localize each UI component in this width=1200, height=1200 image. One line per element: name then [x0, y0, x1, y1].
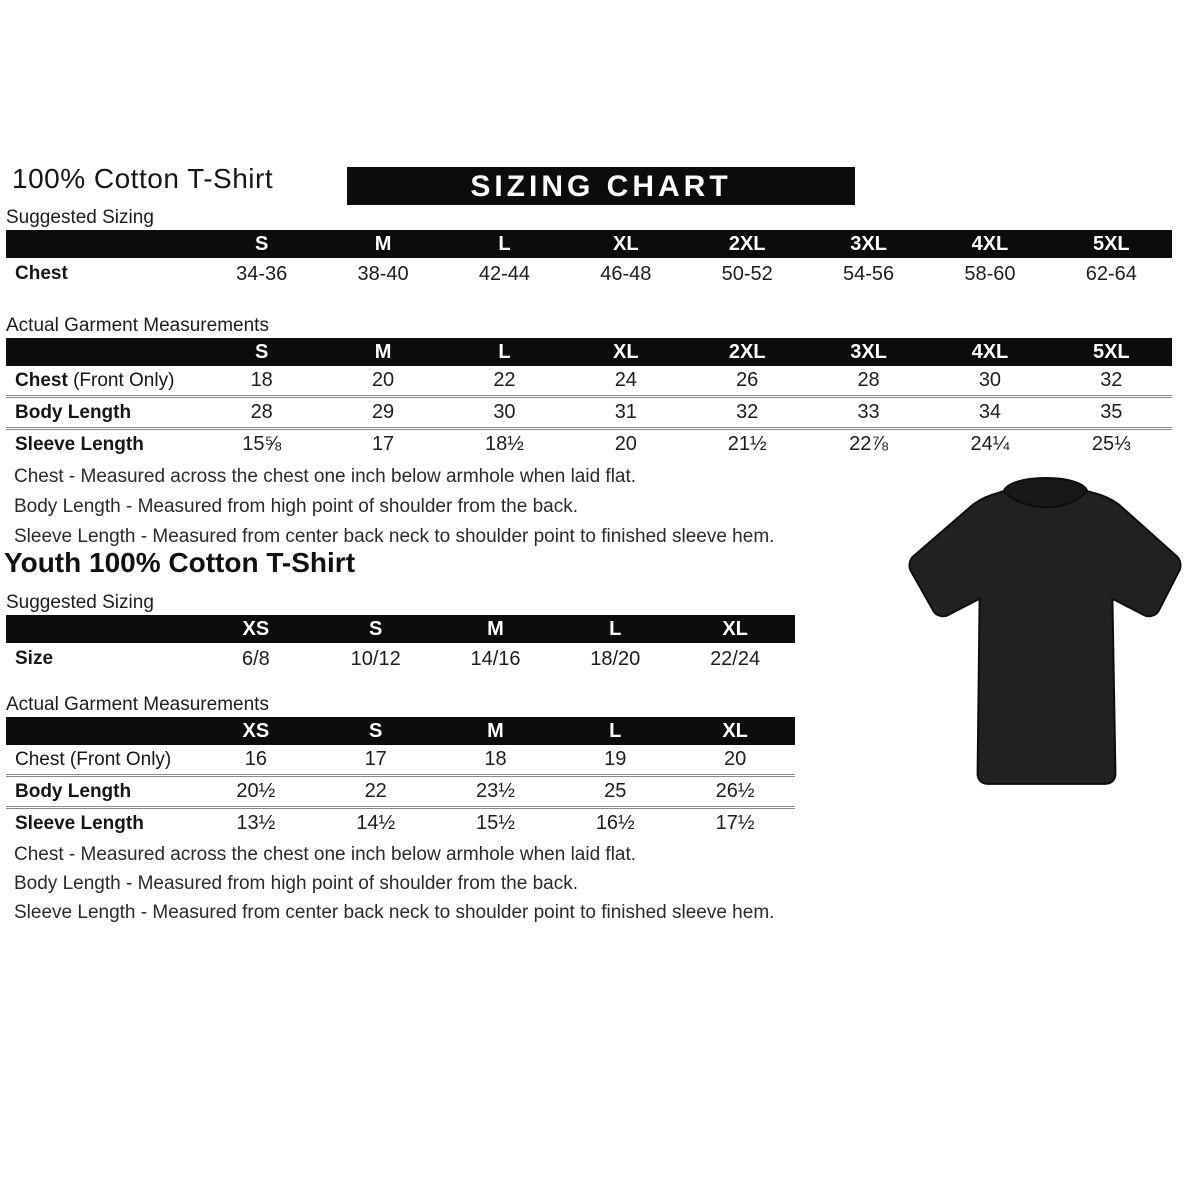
measurement-cell: 28 [201, 397, 322, 429]
size-header-cell: 4XL [929, 338, 1050, 366]
size-header-cell: L [555, 615, 675, 643]
size-header-cell: 3XL [808, 230, 929, 258]
measurement-cell: 17 [364, 748, 387, 770]
row-label: Chest (Front Only) [15, 369, 175, 391]
size-header-cell: XL [565, 230, 686, 258]
row-label: Body Length [6, 397, 201, 429]
measurement-cell: 35 [1051, 397, 1172, 429]
size-header-cell: L [555, 717, 675, 745]
row-label: Chest (Front Only) [15, 748, 172, 770]
size-header-cell: XL [675, 615, 795, 643]
sizing-chart-banner: SIZING CHART [347, 167, 855, 205]
measurement-cell: 19 [604, 748, 627, 770]
note-chest: Chest - Measured across the chest one inch below armhole when laid flat. [14, 466, 637, 487]
adult-suggested-table [6, 230, 1172, 290]
size-header-cell: M [436, 717, 556, 745]
youth-suggested-sizing-label: Suggested Sizing [6, 592, 154, 613]
adult-actual-measurements-label: Actual Garment Measurements [6, 315, 269, 336]
chest-row [6, 745, 795, 776]
measurement-cell: 10/12 [350, 647, 401, 670]
measurement-cell: 28 [857, 369, 880, 391]
adult-measurement-notes [14, 462, 774, 552]
table-header-row [6, 338, 1172, 366]
sleeve-length-row [6, 808, 795, 839]
measurement-cell: 20½ [196, 776, 316, 808]
row-label: Sleeve Length [6, 808, 196, 839]
size-row [6, 643, 795, 675]
measurement-cell: 16½ [555, 808, 675, 839]
size-header-cell: XS [196, 615, 316, 643]
size-header-cell: 2XL [687, 338, 808, 366]
adult-actual-table [6, 338, 1172, 459]
size-header-cell: 5XL [1051, 338, 1172, 366]
table-header-row [6, 717, 795, 745]
measurement-cell: 30 [978, 369, 1002, 391]
measurement-cell: 14½ [316, 808, 436, 839]
measurement-cell: 31 [565, 397, 686, 429]
measurement-cell: 18½ [444, 429, 565, 460]
measurement-cell: 22 [316, 776, 436, 808]
measurement-cell: 20 [723, 748, 747, 770]
measurement-cell: 34-36 [236, 262, 288, 285]
note-body-length: Body Length - Measured from high point of shoulder from the back. [14, 873, 578, 894]
note-body-length: Body Length - Measured from high point of shoulder from the back. [14, 496, 578, 517]
measurement-cell: 16 [244, 748, 268, 770]
size-header-cell: L [444, 230, 565, 258]
youth-actual-table [6, 717, 795, 838]
row-label: Size [15, 648, 54, 669]
header-spacer-cell [6, 615, 196, 643]
size-header-cell: S [201, 338, 322, 366]
measurement-cell: 14/16 [470, 647, 521, 670]
row-label: Sleeve Length [6, 429, 201, 460]
measurement-cell: 50-52 [721, 262, 773, 285]
measurement-cell: 29 [322, 397, 443, 429]
chest-suggested-row [6, 258, 1172, 290]
measurement-cell: 20 [371, 369, 395, 391]
size-header-cell: 2XL [687, 230, 808, 258]
measurement-cell: 46-48 [600, 262, 652, 285]
size-header-cell: XL [675, 717, 795, 745]
adult-suggested-sizing-label: Suggested Sizing [6, 207, 154, 228]
measurement-cell: 15⅝ [201, 429, 322, 460]
note-chest: Chest - Measured across the chest one inch below armhole when laid flat. [14, 844, 637, 865]
size-header-cell: XS [196, 717, 316, 745]
note-sleeve-length: Sleeve Length - Measured from center back neck to shoulder point to finished sleeve hem. [14, 526, 775, 547]
measurement-cell: 32 [1100, 369, 1123, 391]
row-label: Chest [15, 263, 68, 284]
header-spacer-cell [6, 338, 201, 366]
measurement-cell: 17 [322, 429, 443, 460]
measurement-cell: 26½ [675, 776, 795, 808]
measurement-cell: 24¼ [929, 429, 1050, 460]
measurement-cell: 33 [808, 397, 929, 429]
measurement-cell: 54-56 [842, 262, 895, 285]
measurement-cell: 18/20 [590, 647, 641, 670]
adult-product-title: 100% Cotton T-Shirt [12, 163, 274, 194]
measurement-cell: 6/8 [241, 647, 270, 670]
measurement-cell: 15½ [436, 808, 556, 839]
measurement-cell: 26 [736, 369, 759, 391]
youth-suggested-table [6, 615, 795, 675]
measurement-cell: 25 [555, 776, 675, 808]
size-header-cell: S [316, 717, 436, 745]
youth-measurement-notes [14, 840, 774, 927]
measurement-cell: 62-64 [1085, 262, 1137, 285]
measurement-cell: 42-44 [478, 262, 531, 285]
size-header-cell: 4XL [929, 230, 1050, 258]
chest-row [6, 366, 1172, 397]
youth-product-title: Youth 100% Cotton T-Shirt [4, 547, 356, 578]
header-spacer-cell [6, 717, 196, 745]
measurement-cell: 25⅓ [1051, 429, 1172, 460]
size-header-cell: M [322, 230, 443, 258]
size-header-cell: L [444, 338, 565, 366]
measurement-cell: 23½ [436, 776, 556, 808]
header-spacer-cell [6, 230, 201, 258]
measurement-cell: 20 [565, 429, 686, 460]
measurement-cell: 58-60 [964, 262, 1016, 285]
tshirt-body [910, 491, 1181, 784]
table-header-row [6, 230, 1172, 258]
measurement-cell: 22 [493, 369, 516, 391]
measurement-cell: 22⅞ [808, 429, 929, 460]
measurement-cell: 24 [614, 369, 637, 391]
black-tshirt-image [893, 477, 1195, 809]
measurement-cell: 18 [484, 748, 507, 770]
measurement-cell: 30 [444, 397, 565, 429]
measurement-cell: 21½ [687, 429, 808, 460]
measurement-cell: 22/24 [710, 647, 761, 670]
size-header-cell: M [436, 615, 556, 643]
size-header-cell: M [322, 338, 443, 366]
sleeve-length-row [6, 429, 1172, 460]
black-tshirt-image [893, 477, 1195, 809]
row-label: Body Length [6, 776, 196, 808]
body-length-row [6, 776, 795, 808]
youth-actual-measurements-label: Actual Garment Measurements [6, 694, 269, 715]
measurement-cell: 38-40 [357, 262, 409, 285]
measurement-cell: 18 [250, 369, 273, 391]
size-header-cell: XL [565, 338, 686, 366]
measurement-cell: 34 [929, 397, 1050, 429]
size-header-cell: S [316, 615, 436, 643]
table-header-row [6, 615, 795, 643]
size-header-cell: 3XL [808, 338, 929, 366]
body-length-row [6, 397, 1172, 429]
measurement-cell: 32 [687, 397, 808, 429]
measurement-cell: 17½ [675, 808, 795, 839]
size-header-cell: S [201, 230, 322, 258]
size-header-cell: 5XL [1051, 230, 1172, 258]
note-sleeve-length: Sleeve Length - Measured from center back neck to shoulder point to finished sleeve hem. [14, 902, 775, 923]
measurement-cell: 13½ [196, 808, 316, 839]
